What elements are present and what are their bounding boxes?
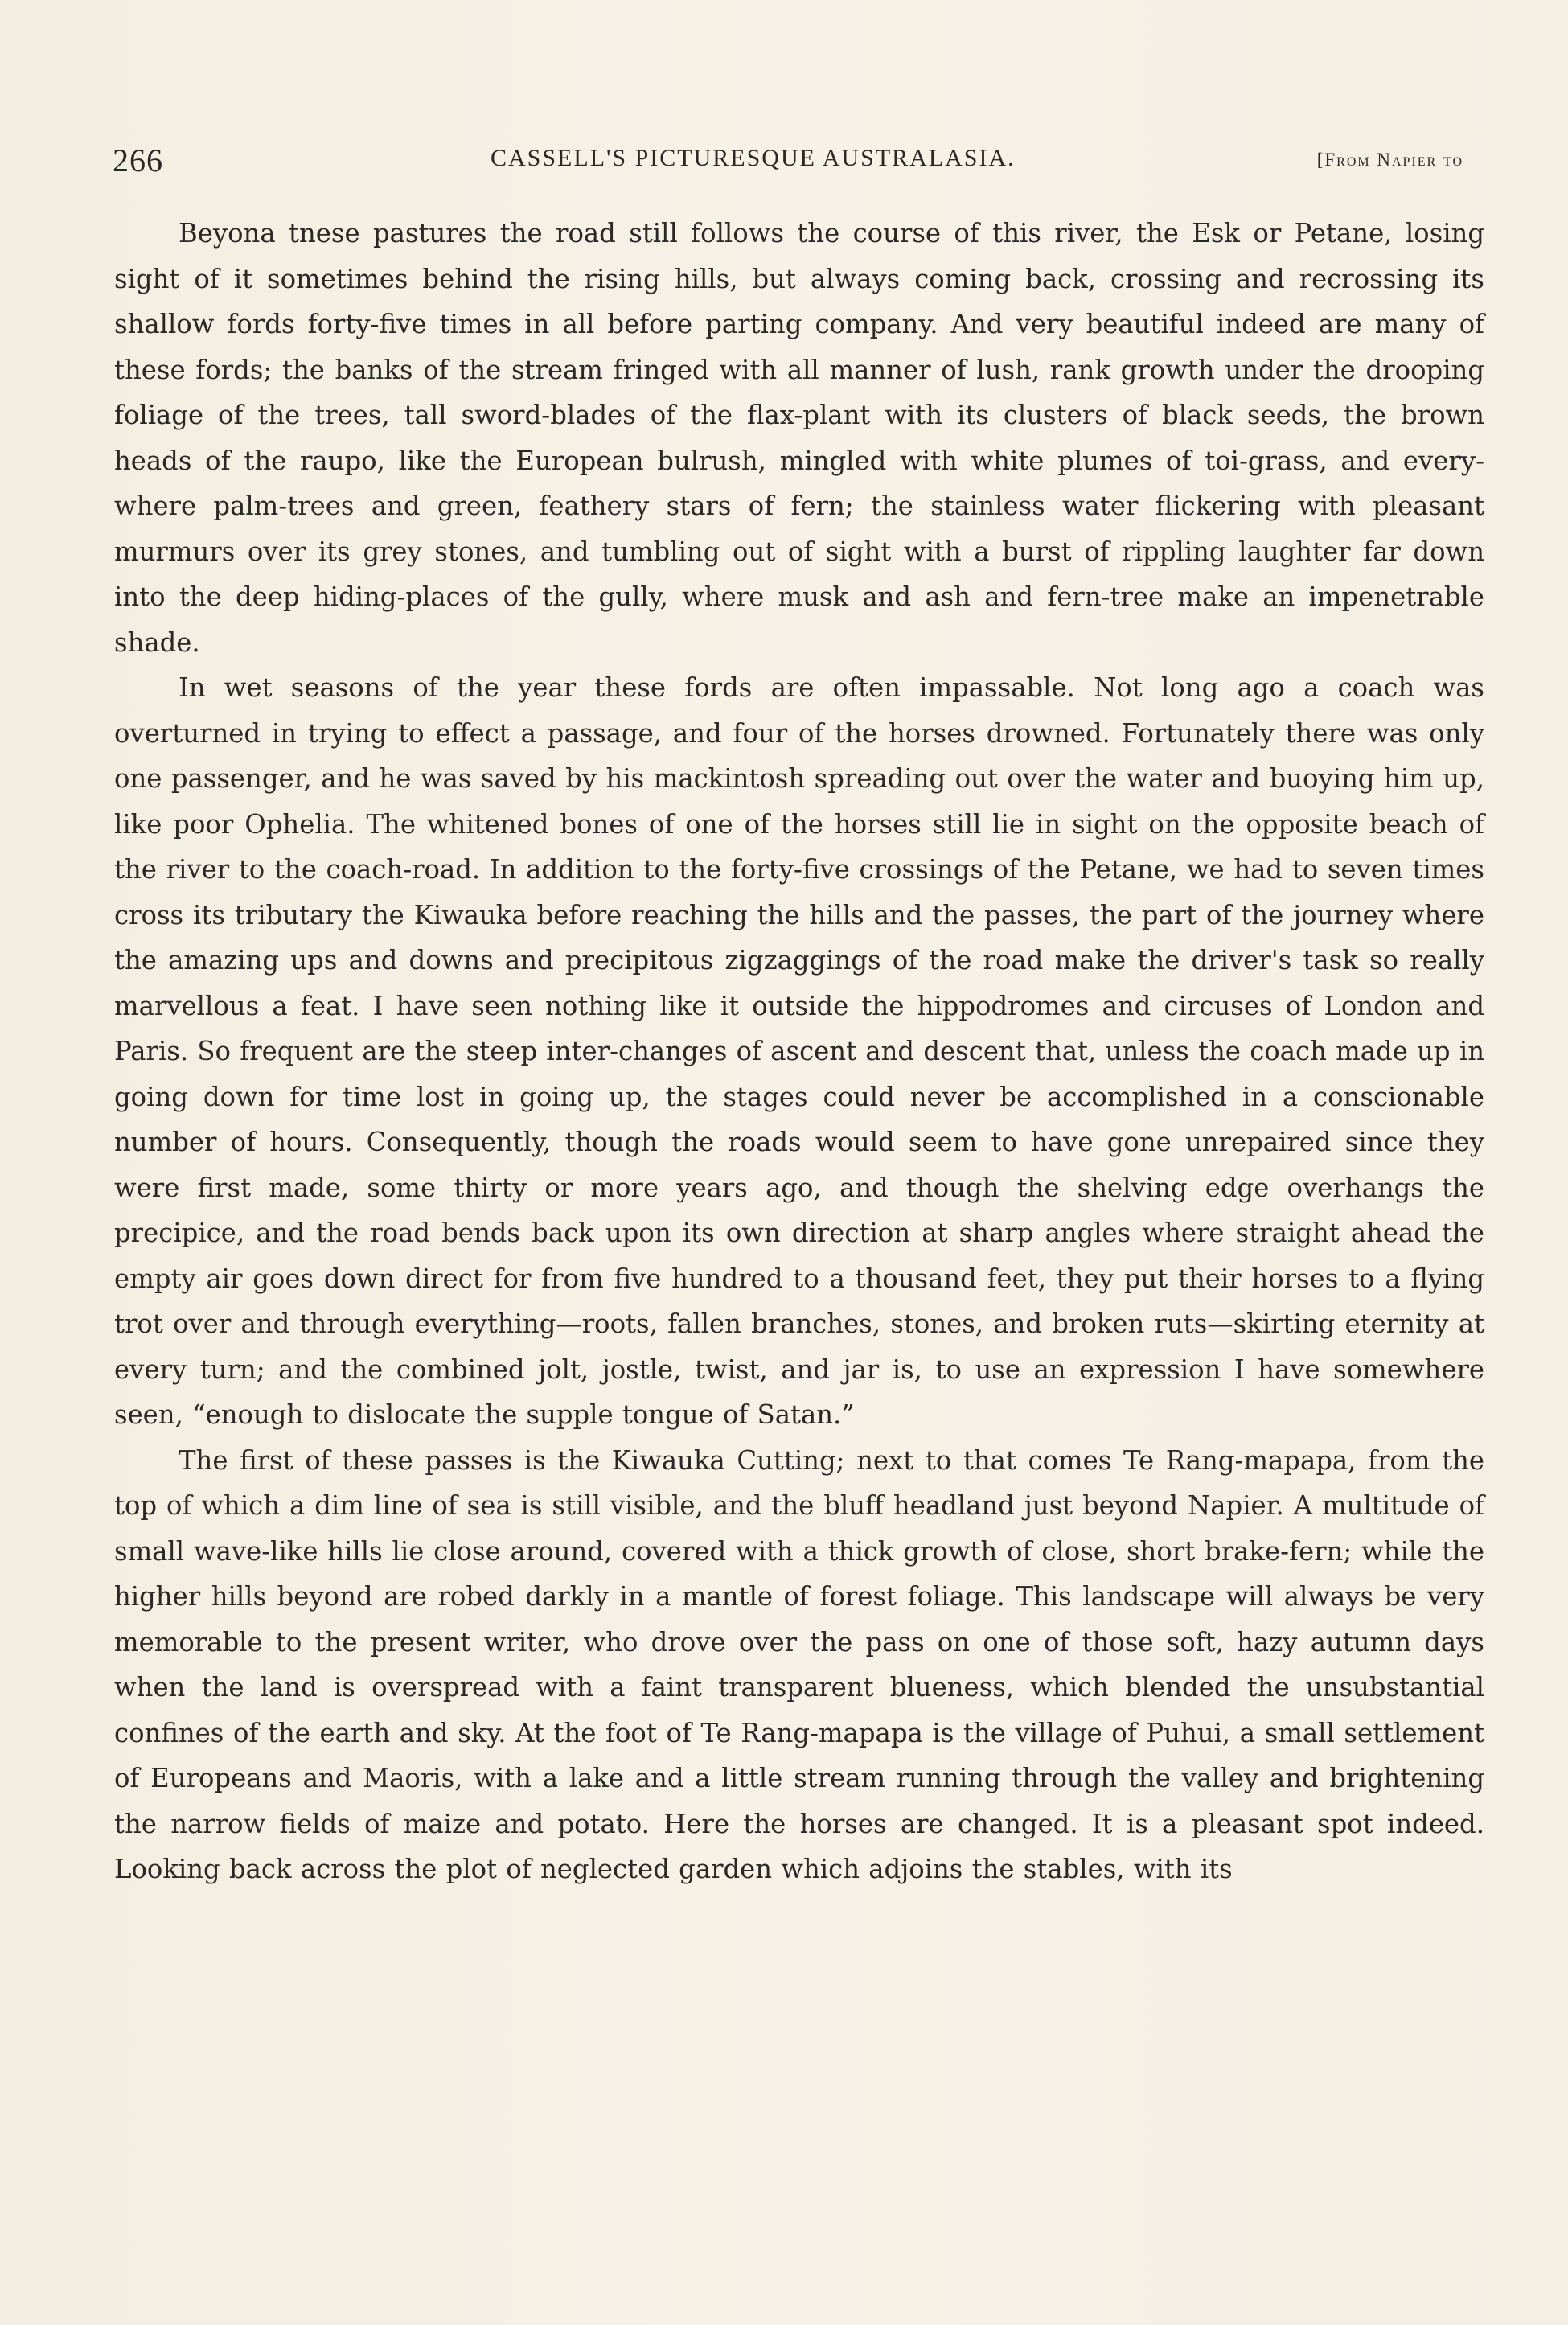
body-text bbox=[114, 211, 1484, 1892]
paragraph-1: Beyona tnese pastures the road still follows the course of this river, the Esk or Petane, losing sight of it sometimes behind the rising hills, but always coming back, crossing and recrossing its shallow fords forty-five times in all before parting company. And very beautiful indeed are many of these fords; the banks of the stream fringed with all manner of lush, rank growth under the drooping foliage of the trees, tall sword-blades of the flax-plant with its clusters of black seeds, the brown heads of the raupo, like the European bulrush, mingled with white plumes of toi-grass, and every-where palm-trees and green, feathery stars of fern; the stainless water flickering with pleasant murmurs over its grey stones, and tumbling out of sight with a burst of rippling laughter far down into the deep hiding-places of the gully, where musk and ash and fern-tree make an impenetrable shade. bbox=[114, 218, 1484, 658]
running-title: CASSELL'S PICTURESQUE AUSTRALASIA. bbox=[491, 145, 1016, 171]
running-section-title: [From Napier to bbox=[1316, 150, 1463, 170]
paragraph-3: The first of these passes is the Kiwauka Cutting; next to that comes Te Rang-mapapa, from the top of which a dim line of sea is still visible, and the bluff headland just beyond Napier. A multitude of small wave-like hills lie close around, covered with a thick growth of close, short brake-fern; while the higher hills beyond are robed darkly in a mantle of forest foliage. This landscape will always be very memorable to the present writer, who drove over the pass on one of those soft, hazy autumn days when the land is overspread with a faint transparent blueness, which blended the unsubstantial confines of the earth and sky. At the foot of Te Rang-mapapa is the village of Puhui, a small settlement of Europeans and Maoris, with a lake and a little stream running through the valley and brightening the narrow fields of maize and potato. Here the horses are changed. It is a pleasant spot indeed. Looking back across the plot of neglected garden which adjoins the stables, with its bbox=[114, 1444, 1484, 1884]
running-header bbox=[113, 142, 1463, 182]
paragraph-2: In wet seasons of the year these fords are often impassable. Not long ago a coach was overturned in trying to effect a passage, and four of the horses drowned. Fortunately there was only one passenger, and he was saved by his mackintosh spreading out over the water and buoying him up, like poor Ophelia. The whitened bones of one of the horses still lie in sight on the opposite beach of the river to the coach-road. In addition to the forty-five crossings of the Petane, we had to seven times cross its tributary the Kiwauka before reaching the hills and the passes, the part of the journey where the amazing ups and downs and precipitous zigzaggings of the road make the driver's task so really marvellous a feat. I have seen nothing like it outside the hippodromes and circuses of London and Paris. So frequent are the steep inter-changes of ascent and descent that, unless the coach made up in going down for time lost in going up, the stages could never be accomplished in a conscionable number of hours. Consequently, though the roads would seem to have gone unrepaired since they were first made, some thirty or more years ago, and though the shelving edge overhangs the precipice, and the road bends back upon its own direction at sharp angles where straight ahead the empty air goes down direct for from five hundred to a thousand feet, they put their horses to a flying trot over and through everything—roots, fallen branches, stones, and broken ruts—skirting eternity at every turn; and the combined jolt, jostle, twist, and jar is, to use an expression I have somewhere seen, “enough to dislocate the supple tongue of Satan.” bbox=[114, 672, 1484, 1430]
page-number: 266 bbox=[113, 142, 163, 179]
